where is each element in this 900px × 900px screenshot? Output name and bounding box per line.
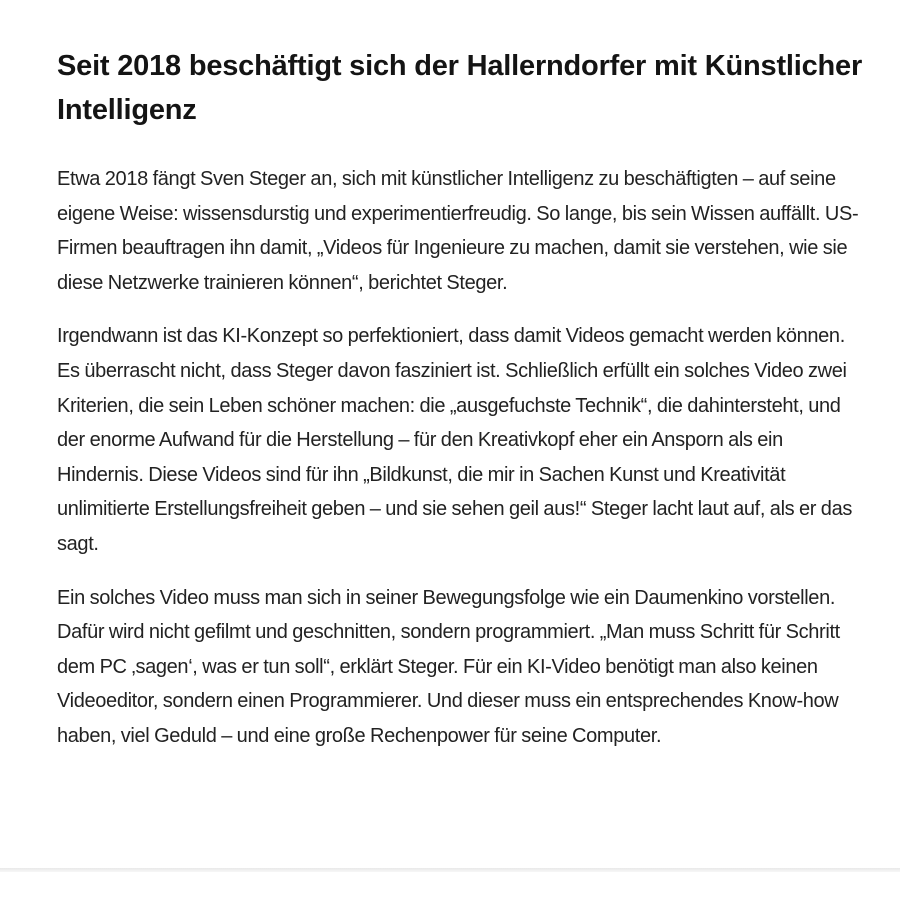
- article-headline: Seit 2018 beschäftigt sich der Hallerndorfer mit Künstlicher Intelligenz: [57, 50, 863, 126]
- article-paragraph: Ein solches Video muss man sich in seiner Bewegungsfolge wie ein Daumenkino vorstellen. Dafür wird nicht gefilmt und geschnitten, sondern programmiert. „Man muss Schritt für Schritt dem PC ‚sagen‘, was er tun soll“, erklärt Steger. Für ein KI-Video benötigt man also keinen Videoeditor, sondern einen Programmierer. Und dieser muss ein entsprechendes Know-how haben, viel Geduld – und eine große Rechenpower für seine Computer.: [57, 586, 840, 747]
- bottom-divider: [0, 868, 900, 872]
- article-paragraph: Irgendwann ist das KI-Konzept so perfektioniert, dass damit Videos gemacht werden können. Es überrascht nicht, dass Steger davon fasziniert ist. Schließlich erfüllt ein solches Video zwei Kriterien, die sein Leben schöner machen: die „ausgefuchste Technik“, die dahintersteht, und der enorme Aufwand für die Herstellung – für den Kreativkopf eher ein Ansporn als ein Hindernis. Diese Videos sind für ihn „Bildkunst, die mir in Sachen Kunst und Kreativität unlimitierte Erstellungsfreiheit geben – und sie sehen geil aus!“ Steger lacht laut auf, als er das sagt.: [57, 325, 852, 555]
- article-body: [57, 44, 872, 773]
- article-paragraph: Etwa 2018 fängt Sven Steger an, sich mit künstlicher Intelligenz zu beschäftigten – auf seine eigene Weise: wissensdurstig und experimentierfreudig. So lange, bis sein Wissen auffällt. US-Firmen beauftragen ihn damit, „Videos für Ingenieure zu machen, damit sie verstehen, wie sie diese Netzwerke trainieren können“, berichtet Steger.: [57, 168, 859, 294]
